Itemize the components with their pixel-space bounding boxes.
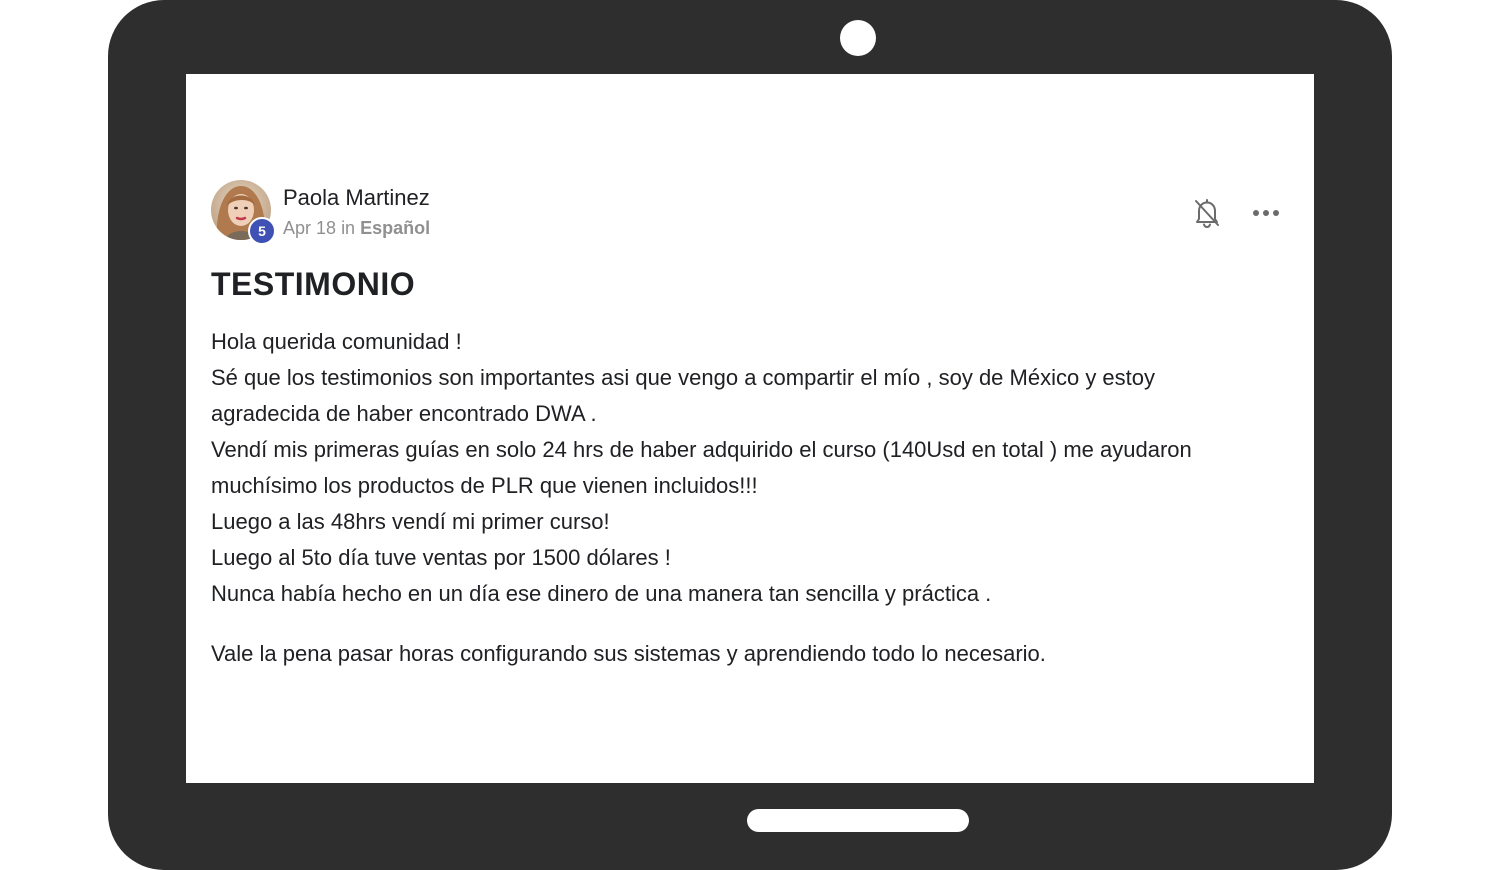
author-name[interactable]: Paola Martinez: [283, 185, 430, 210]
body-line: Hola querida comunidad !: [211, 329, 462, 354]
body-line: Luego a las 48hrs vendí mi primer curso!: [211, 509, 610, 534]
body-line: Nunca había hecho en un día ese dinero de una manera tan sencilla y práctica .: [211, 581, 992, 606]
bell-off-icon[interactable]: [1192, 197, 1222, 229]
in-label: in: [341, 218, 356, 238]
body-line: agradecida de haber encontrado DWA .: [211, 401, 597, 426]
body-line: muchísimo los productos de PLR que vienen incluidos!!!: [211, 473, 758, 498]
post-category[interactable]: Español: [360, 218, 431, 238]
post-sub-meta: [283, 217, 430, 239]
body-line: Vendí mis primeras guías en solo 24 hrs de haber adquirido el curso (140Usd en total ) me ayudaron: [211, 437, 1192, 462]
post-header: [211, 180, 430, 244]
level-badge: 5: [248, 217, 276, 245]
post-date[interactable]: Apr 18: [283, 218, 337, 238]
post-body: [211, 324, 1291, 672]
avatar[interactable]: [211, 180, 271, 240]
home-button[interactable]: [747, 809, 969, 832]
post-meta: [283, 180, 430, 239]
body-line: Luego al 5to día tuve ventas por 1500 dólares !: [211, 545, 671, 570]
body-line: Sé que los testimonios son importantes asi que vengo a compartir el mío , soy de México y estoy: [211, 365, 1156, 390]
paragraph-gap: [211, 612, 1291, 636]
post-title: TESTIMONIO: [211, 266, 416, 302]
body-line: Vale la pena pasar horas configurando sus sistemas y aprendiendo todo lo necesario.: [211, 641, 1046, 666]
camera-dot: [840, 20, 876, 56]
tablet-screen: [186, 74, 1314, 783]
more-horizontal-icon[interactable]: [1252, 205, 1280, 221]
